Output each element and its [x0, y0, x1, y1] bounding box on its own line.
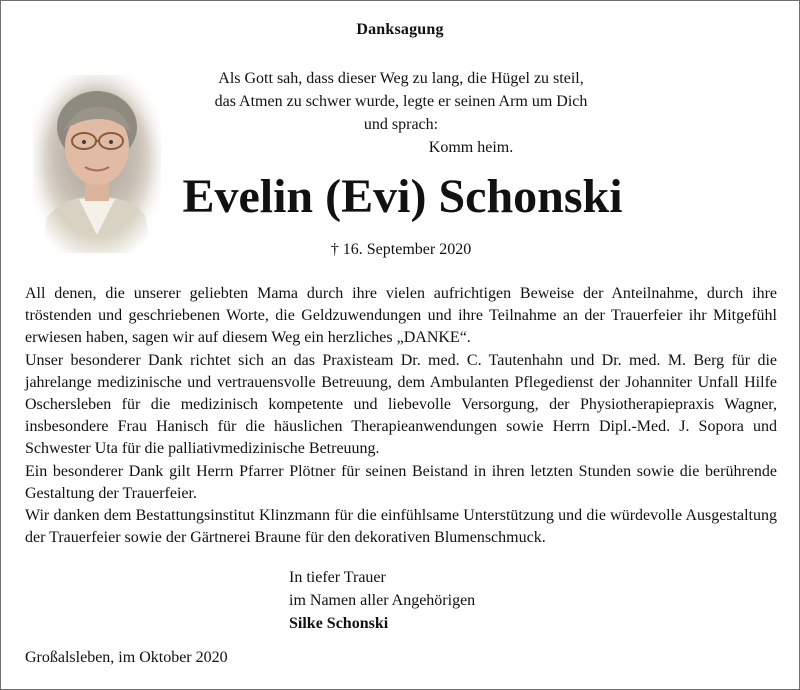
- paragraph: Unser besonderer Dank richtet sich an das Praxisteam Dr. med. C. Tautenhahn und Dr. med. M. Berg für die jahrelange medizinische und vertrauensvolle Betreuung, dem Ambulanten Pflegedienst der Johanniter Unfall Hilfe Oschersleben für die medizinisch kompetente und liebevolle Versorgung, der Physiotherapiepraxis Wagner, insbesondere Frau Hanisch für die häuslichen Therapieanwendungen sowie Herrn Dipl.-Med. J. Sopora und Schwester Uta für die palliativmedizinische Betreuung.: [25, 351, 777, 458]
- death-date: † 16. September 2020: [330, 241, 472, 258]
- verse-line: Komm heim.: [428, 139, 514, 156]
- verse-line: das Atmen zu schwer wurde, legte er seinen Arm um Dich: [214, 93, 588, 110]
- poem-verse: [1, 67, 800, 159]
- verse-line: und sprach:: [363, 116, 439, 133]
- paragraph: Ein besonderer Dank gilt Herrn Pfarrer Plötner für seinen Beistand in ihren letzten Stunden sowie die berührende Gestaltung der Trauerfeier.: [25, 462, 777, 502]
- signatory-name: Silke Schonski: [289, 615, 389, 632]
- place-date: Großalsleben, im Oktober 2020: [25, 649, 228, 666]
- signature-line: im Namen aller Angehörigen: [289, 592, 476, 609]
- notice-heading: Danksagung: [356, 21, 444, 38]
- signature-line: In tiefer Trauer: [289, 569, 386, 586]
- verse-line: Als Gott sah, dass dieser Weg zu lang, die Hügel zu steil,: [218, 70, 584, 87]
- deceased-name: Evelin (Evi) Schonski: [182, 170, 623, 223]
- signature-block: [289, 566, 475, 635]
- thanks-text: [25, 283, 777, 549]
- paragraph: Wir danken dem Bestattungsinstitut Klinzmann für die einfühlsame Unterstützung und die würdevolle Ausgestaltung der Trauerfeier sowie der Gärtnerei Braune für den dekorativen Blumenschmuck.: [25, 507, 777, 547]
- paragraph: All denen, die unserer geliebten Mama durch ihre vielen aufrichtigen Beweise der Anteilnahme, durch ihre tröstenden und geschriebenen Worte, die Geldzuwendungen und ihre Teilnahme an der Trauerfeier ihr Mitgefühl erwiesen haben, sagen wir auf diesem Weg ein herzliches „DANKE“.: [25, 285, 777, 347]
